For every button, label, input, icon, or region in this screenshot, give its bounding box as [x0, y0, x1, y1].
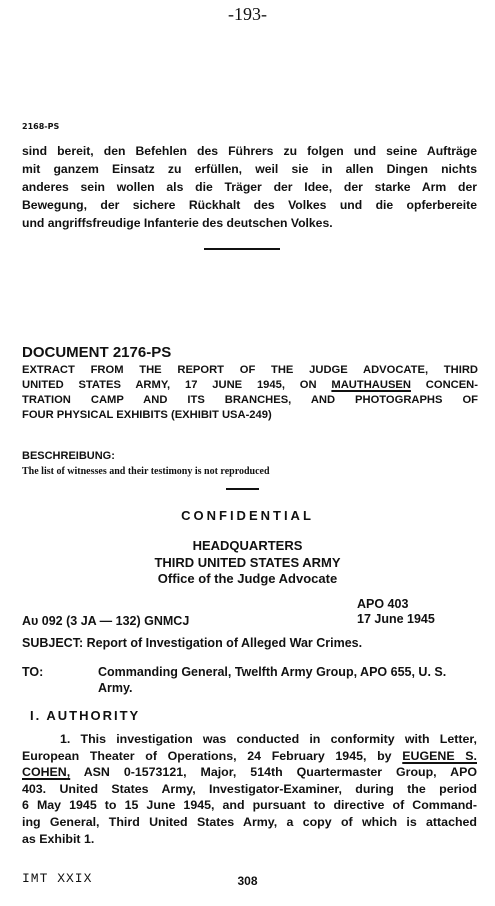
- document-code: 2168-PS: [22, 122, 60, 131]
- to-label: TO:: [22, 665, 44, 679]
- description-line: EXTRACT FROM THE REPORT OF THE JUDGE ADVOCATE, THIRD: [22, 364, 478, 376]
- description-line: UNITED STATES ARMY, 17 JUNE 1945, ON MAUTHAUSEN CONCEN-: [22, 379, 478, 391]
- short-divider: [226, 488, 259, 490]
- beschreibung-heading: BESCHREIBUNG:: [22, 450, 115, 462]
- body-line: European Theater of Operations, 24 February 1945, by EUGENE S.: [22, 748, 477, 763]
- headquarters-line: HEADQUARTERS: [192, 538, 303, 553]
- army-line: THIRD UNITED STATES ARMY: [154, 555, 341, 570]
- description-line: TRATION CAMP AND ITS BRANCHES, AND PHOTOGRAPHS OF: [22, 394, 478, 406]
- underlined-place-name: MAUTHAUSEN: [331, 379, 411, 391]
- confidential-label: CONFIDENTIAL: [181, 508, 314, 523]
- section-divider: [204, 248, 280, 250]
- page-number-top: -193-: [228, 4, 267, 24]
- body-line: ing General, Third United States Army, a copy of which is attached: [22, 814, 477, 829]
- german-line: anderes sein wollen als die Träger der Idee, der starke Arm der: [22, 180, 477, 194]
- apo-number: APO 403: [357, 597, 409, 611]
- german-line: und angriffsfreudige Infanterie des deutschen Volkes.: [22, 216, 333, 230]
- underlined-name: EUGENE S.: [402, 748, 477, 763]
- report-date: 17 June 1945: [357, 612, 435, 626]
- volume-label: IMT XXIX: [22, 871, 93, 886]
- to-recipient: Commanding General, Twelfth Army Group, APO 655, U. S. Army.: [98, 665, 447, 695]
- office-line: Office of the Judge Advocate: [157, 571, 338, 586]
- document-description: [22, 363, 478, 423]
- section-heading: I. AUTHORITY: [30, 708, 141, 723]
- reference-code: Aυ 092 (3 JA — 132) GNMCJ: [22, 614, 190, 628]
- body-line: COHEN, ASN 0-1573121, Major, 514th Quartermaster Group, APO: [22, 765, 477, 780]
- german-line: mit ganzem Einsatz zu erfüllen, weil sie in allen Dingen nichts: [22, 162, 477, 176]
- body-line: as Exhibit 1.: [22, 831, 95, 846]
- description-line: FOUR PHYSICAL EXHIBITS (EXHIBIT USA-249): [22, 409, 272, 421]
- page-number-bottom: 308: [237, 874, 258, 888]
- document-title: DOCUMENT 2176-PS: [22, 344, 172, 361]
- german-line: Bewegung, der sichere Rückhalt des Volkes und die opferbereite: [22, 198, 477, 212]
- subject-line: SUBJECT: Report of Investigation of Alleged War Crimes.: [22, 636, 363, 650]
- authority-paragraph: [22, 731, 477, 847]
- body-line: 403. United States Army, Investigator-Examiner, during the period: [22, 781, 477, 796]
- body-line: 6 May 1945 to 15 June 1945, and pursuant to directive of Command-: [22, 798, 477, 813]
- german-paragraph: [22, 142, 477, 232]
- german-line: sind bereit, den Befehlen des Führers zu folgen und seine Aufträge: [22, 144, 477, 158]
- underlined-name: COHEN,: [22, 765, 71, 780]
- body-line: 1. This investigation was conducted in conformity with Letter,: [60, 732, 477, 746]
- beschreibung-text: The list of witnesses and their testimony is not reproduced: [22, 466, 270, 477]
